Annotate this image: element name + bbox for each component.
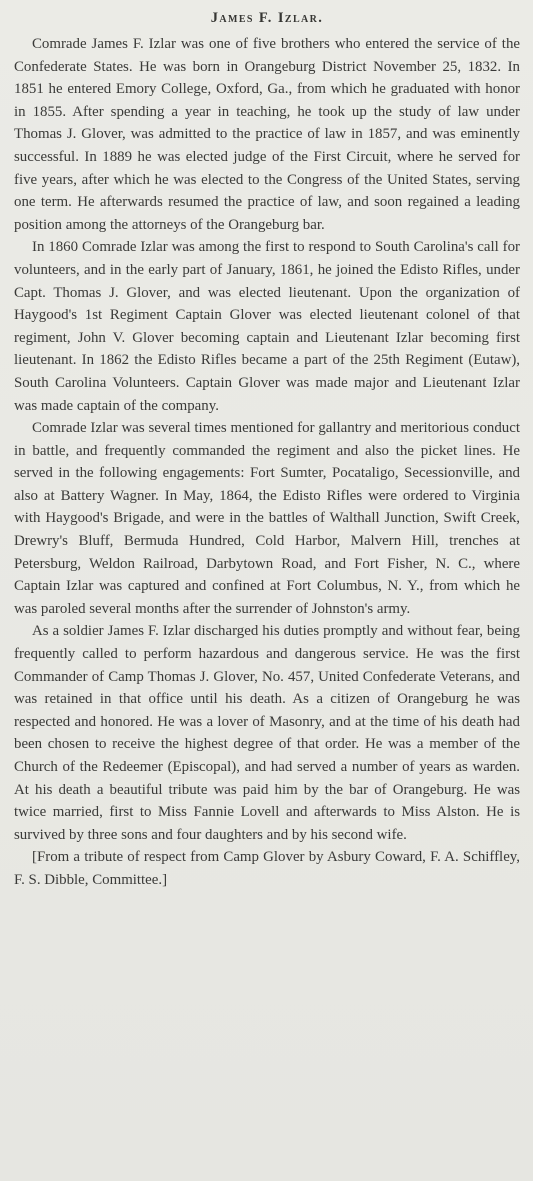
paragraph-service: Comrade Izlar was several times mentioned for gallantry and meritorious conduct in battle, and frequently commanded the regiment and also the picket lines. He served in the following engagements: Fort Sumter, Pocataligo, Secessionville, and also at Battery Wagner. In May, 1864, the Edisto Rifles were ordered to Virginia with Haygood's Brigade, and were in the battles of Walthall Junction, Swift Creek, Drewry's Bluff, Bermuda Hundred, Cold Harbor, Malvern Hill, trenches at Petersburg, Weldon Railroad, Darbytown Road, and Fort Fisher, N. C., where Captain Izlar was captured and confined at Fort Columbus, N. Y., from which he was paroled several months after the surrender of Johnston's army.: [14, 420, 520, 617]
paragraph-biography: Comrade James F. Izlar was one of five brothers who entered the service of the Confederate States. He was born in Orangeburg District November 25, 1832. In 1851 he entered Emory College, Oxford, Ga., from which he graduated with honor in 1855. After spending a year in teaching, he took up the study of law under Thomas J. Glover, was admitted to the practice of law in 1857, and was eminently successful. In 1889 he was elected judge of the First Circuit, where he served for five years, after which he was elected to the Congress of the United States, serving one term. He afterwards resumed the practice of law, and soon regained a leading position among the attorneys of the Orangeburg bar.: [14, 36, 520, 233]
source-note: [From a tribute of respect from Camp Glover by Asbury Coward, F. A. Schiffley, F. S. Dibble, Committee.]: [14, 849, 520, 888]
article-title: James F. Izlar.: [210, 10, 324, 26]
paragraph-character: As a soldier James F. Izlar discharged his duties promptly and without fear, being frequently called to perform hazardous and dangerous service. He was the first Commander of Camp Thomas J. Glover, No. 457, United Confederate Veterans, and was retained in that office until his death. As a citizen of Orangeburg he was respected and honored. He was a lover of Masonry, and at the time of his death had been chosen to receive the highest degree of that order. He was a member of the Church of the Redeemer (Episcopal), and had served a number of years as warden. At his death a beautiful tribute was paid him by the bar of Orangeburg. He was twice married, first to Miss Fannie Lovell and afterwards to Miss Alston. He is survived by three sons and four daughters and by his second wife.: [14, 623, 520, 843]
paragraph-enlistment: In 1860 Comrade Izlar was among the first to respond to South Carolina's call for volunteers, and in the early part of January, 1861, he joined the Edisto Rifles, under Capt. Thomas J. Glover, and was elected lieutenant. Upon the organization of Haygood's 1st Regiment Captain Glover was elected lieutenant colonel of that regiment, John V. Glover becoming captain and Lieutenant Izlar becoming first lieutenant. In 1862 the Edisto Rifles became a part of the 25th Regiment (Eutaw), South Carolina Volunteers. Captain Glover was made major and Lieutenant Izlar was made captain of the company.: [14, 239, 520, 414]
